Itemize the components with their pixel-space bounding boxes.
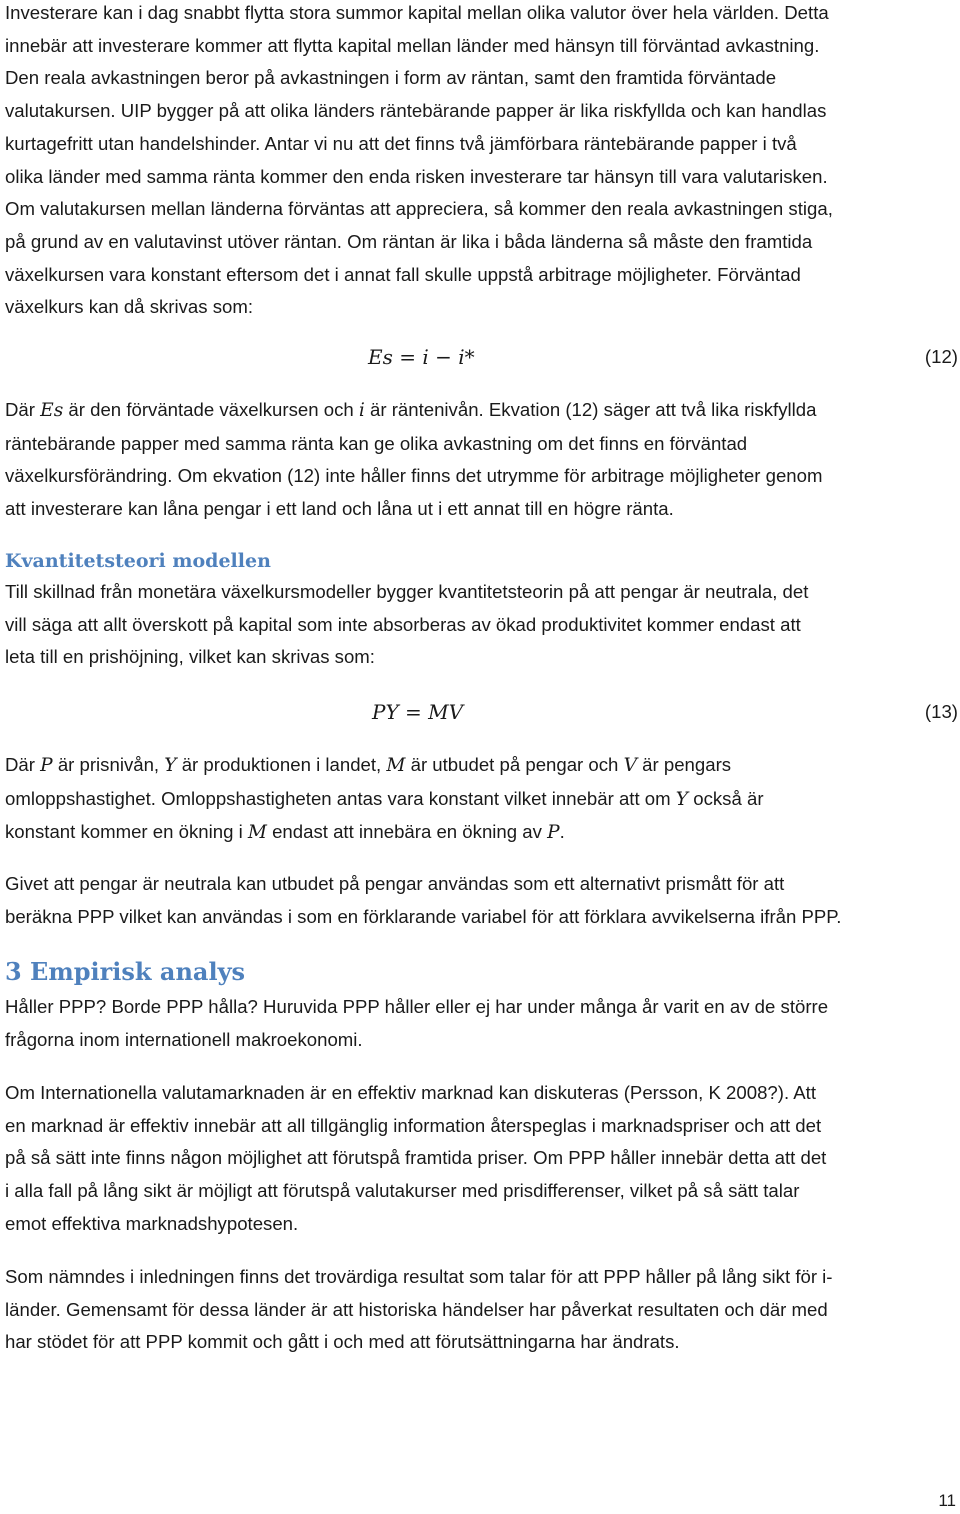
text-line: frågorna inom internationell makroekonomi. (5, 1028, 363, 1050)
math-symbol: Y (164, 755, 177, 776)
page-number: 11 (938, 1491, 956, 1510)
text-run: är den förväntade växelkursen och (63, 399, 359, 420)
text-line: Om valutakursen mellan länderna förväntas att appreciera, så kommer den reala avkastningen stiga, (5, 198, 833, 220)
text-line: växelkursen vara konstant eftersom det i annat fall skulle uppstå arbitrage möjligheter. Förväntad (5, 263, 801, 285)
text-run: är utbudet på pengar och (405, 754, 624, 775)
text-run: är pengars (637, 754, 732, 775)
text-line (5, 399, 816, 420)
text-run: endast att innebära en ökning av (266, 821, 548, 843)
math-symbol: P (547, 822, 560, 844)
math-symbol: M (386, 755, 406, 776)
text-line: räntebärande papper med samma ränta kan ge olika avkastning om det finns en förväntad (5, 432, 748, 454)
text-line (5, 788, 764, 809)
text-line: en marknad är effektiv innebär att all tillgänglig information återspeglas i marknadspriser och att det (5, 1114, 822, 1136)
math-symbol: Y (675, 788, 689, 810)
paragraph-ppp-evidence (5, 1261, 957, 1359)
text-line: Som nämndes i inledningen finns det trovärdiga resultat som talar för att PPP håller på lång sikt för i- (5, 1266, 833, 1287)
equation-formula: Es = i − i* (368, 345, 475, 369)
text-line: Om Internationella valutamarknaden är en effektiv marknad kan diskuteras (Persson, K 2008?). Att (5, 1082, 816, 1103)
text-line: Håller PPP? Borde PPP hålla? Huruvida PPP håller eller ej har under många år varit en av de större (5, 996, 829, 1017)
text-line: Investerare kan i dag snabbt flytta stora summor kapital mellan olika valutor över hela världen. Detta (5, 2, 829, 23)
text-line: att investerare kan låna pengar i ett land och låna ut i ett annat till en högre ränta. (5, 498, 674, 520)
paragraph-ppp-question (5, 991, 957, 1056)
text-line: växelkurs kan då skrivas som: (5, 296, 254, 318)
math-symbol: V (623, 755, 637, 776)
text-line (5, 821, 565, 842)
equation-number: (12) (924, 346, 958, 367)
text-line: länder. Gemensamt för dessa länder är att historiska händelser har påverkat resultaten och där med (5, 1298, 828, 1320)
text-line: leta till en prishöjning, vilket kan skrivas som: (5, 646, 375, 668)
text-line: på så sätt inte finns någon möjlighet att förutspå framtida priser. Om PPP håller innebär detta att det (5, 1147, 827, 1169)
text-run: konstant kommer en ökning i (5, 821, 248, 843)
text-line: vill säga att allt överskott på kapital som inte absorberas av ökad produktivitet kommer endast att (5, 613, 801, 635)
text-line: Till skillnad från monetära växelkursmodeller bygger kvantitetsteorin på att pengar är neutrala, det (5, 581, 809, 602)
text-line (5, 754, 731, 775)
text-line: Givet att pengar är neutrala kan utbudet på pengar användas som ett alternativt prismått för att (5, 873, 785, 894)
text-run: också är (688, 787, 764, 809)
math-symbol: M (247, 822, 267, 844)
text-line: växelkursförändring. Om ekvation (12) inte håller finns det utrymme för arbitrage möjligheter genom (5, 465, 823, 487)
paragraph-neutral-money (5, 868, 957, 933)
text-run: . (559, 821, 565, 843)
paragraph-quantity-theory (5, 576, 957, 674)
section-heading: Kvantitetsteori modellen (5, 550, 271, 572)
text-line: emot effektiva marknadshypotesen. (5, 1212, 299, 1234)
equation-12 (0, 341, 960, 373)
paragraph-uip (5, 0, 957, 324)
text-line: Den reala avkastningen beror på avkastningen i form av räntan, samt den framtida förväntade (5, 67, 777, 89)
chapter-heading: 3 Empirisk analys (5, 957, 246, 986)
equation-formula: PY = MV (372, 700, 464, 724)
text-line: kurtagefritt utan handelshinder. Antar vi nu att det finns två jämförbara räntebärande papper i två (5, 132, 797, 154)
text-line: valutakursen. UIP bygger på att olika länders räntebärande papper är lika riskfyllda och kan handlas (5, 100, 827, 122)
text-run: är produktionen i landet, (176, 754, 387, 775)
text-run: omloppshastighet. Omloppshastigheten antas vara konstant vilket innebär att om (5, 787, 676, 809)
math-symbol: P (40, 755, 53, 776)
text-line: på grund av en valutavinst utöver räntan. Om räntan är lika i båda länderna så måste den framtida (5, 230, 813, 252)
text-run: är räntenivån. Ekvation (12) säger att två lika riskfyllda (364, 399, 817, 420)
text-line: i alla fall på lång sikt är möjligt att förutspå valutakurser med prisdifferenser, vilket på så sätt talar (5, 1180, 800, 1202)
equation-13 (0, 696, 960, 728)
text-run: är prisnivån, (52, 754, 165, 775)
math-symbol: Es (40, 400, 64, 421)
text-line: har stödet för att PPP kommit och gått i och med att förutsättningarna har ändrats. (5, 1331, 680, 1353)
equation-number: (13) (924, 701, 958, 722)
text-line: innebär att investerare kommer att flytta kapital mellan länder med hänsyn till förväntad avkastning. (5, 34, 820, 56)
text-run: Där (5, 754, 41, 775)
text-line: beräkna PPP vilket kan användas i som en förklarande variabel för att förklara avvikelserna ifrån PPP. (5, 905, 842, 927)
paragraph-efficient-market (5, 1077, 957, 1241)
paragraph-eq13-explanation (5, 749, 957, 850)
text-run: Där (5, 399, 41, 420)
paragraph-eq12-explanation (5, 394, 957, 526)
text-line: olika länder med samma ränta kommer den enda risken investerare tar hänsyn till vara valutarisken. (5, 165, 828, 187)
math-symbol: i (358, 400, 365, 421)
